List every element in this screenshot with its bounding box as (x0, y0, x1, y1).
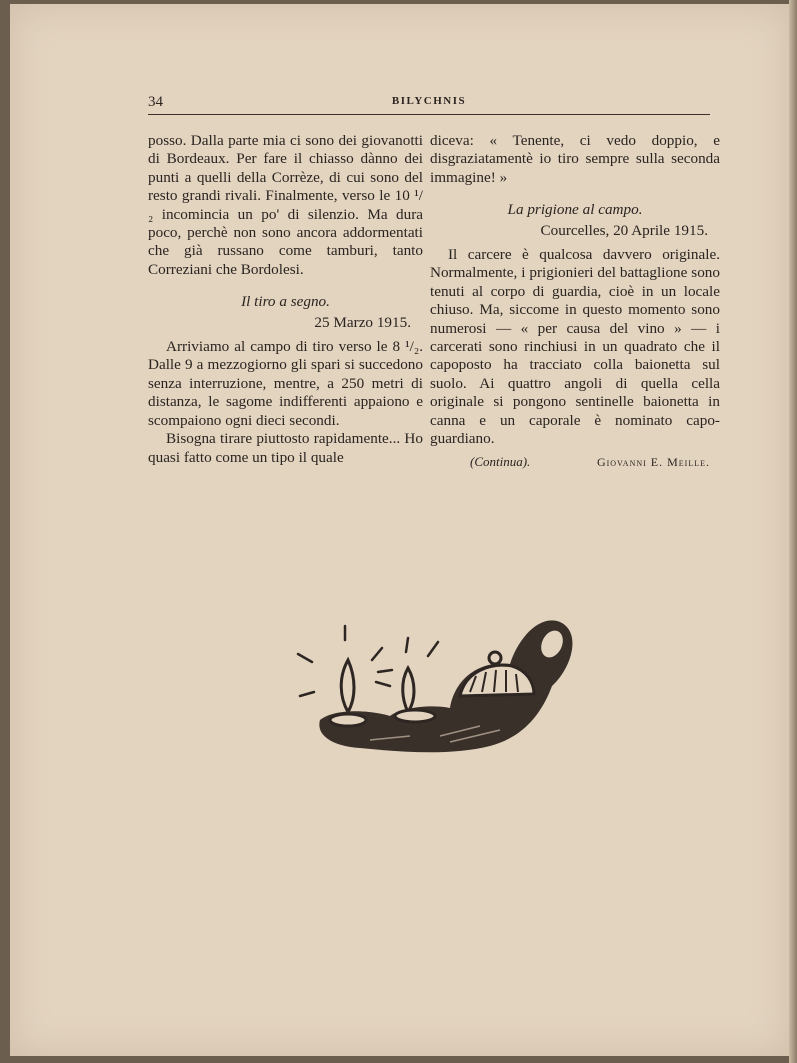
paragraph: diceva: « Tenente, ci vedo doppio, e disgraziatamentè io tiro sempre sulla seconda immagine! » (430, 132, 720, 186)
page-number: 34 (148, 94, 163, 110)
running-header (148, 92, 710, 115)
dateline: Courcelles, 20 Aprile 1915. (540, 221, 708, 239)
continua-note: (Continua). (470, 453, 531, 469)
oil-lamp-woodcut-icon (290, 608, 580, 768)
paragraph: posso. Dalla parte mia ci sono dei giovanotti di Bordeaux. Per fare il chiasso dànno dei punti a quelli della Corrèze, di cui sono del resto grandi rivali. Finalmente, verso le 10 ¹/₂ incomincia un po' di silenzio. Ma dura poco, perchè non sono ancora addormentati che già russano come tamburi, tanto Correziani che Bordolesi. (148, 132, 423, 278)
paragraph: Arriviamo al campo di tiro verso le 8 ¹/₂. Dalle 9 a mezzogiorno gli spari si succedono senza interruzione, mentre, a 250 metri di distanza, le sagome indifferenti appaiono e scompaiono ogni dieci secondi. (148, 338, 423, 429)
left-column (148, 132, 423, 467)
section-title: La prigione al campo. (507, 201, 643, 219)
right-column (430, 132, 720, 471)
paragraph: Il carcere è qualcosa davvero originale. Normalmente, i prigionieri del battaglione sono tenuti al corpo di guardia, cioè in un locale chiuso. Ma, siccome in questo momento sono numerosi — « per causa del vino » — i carcerati sono rinchiusi in un quadrato che il capoposto ha tracciato colla baionetta sul suolo. Ai quattro angoli di quella cella originale si pongono sentinelle baionetta in canna e un caporale è nominato capo-guardiano. (430, 246, 720, 448)
dateline: 25 Marzo 1915. (314, 313, 411, 331)
journal-title: BILYCHNIS (391, 95, 467, 107)
paragraph: Bisogna tirare piuttosto rapidamente... Ho quasi fatto come un tipo il quale (148, 430, 423, 466)
section-title: Il tiro a segno. (241, 293, 330, 311)
page-edge (789, 0, 797, 1063)
author-signature: Giovanni E. Meille. (596, 454, 710, 469)
